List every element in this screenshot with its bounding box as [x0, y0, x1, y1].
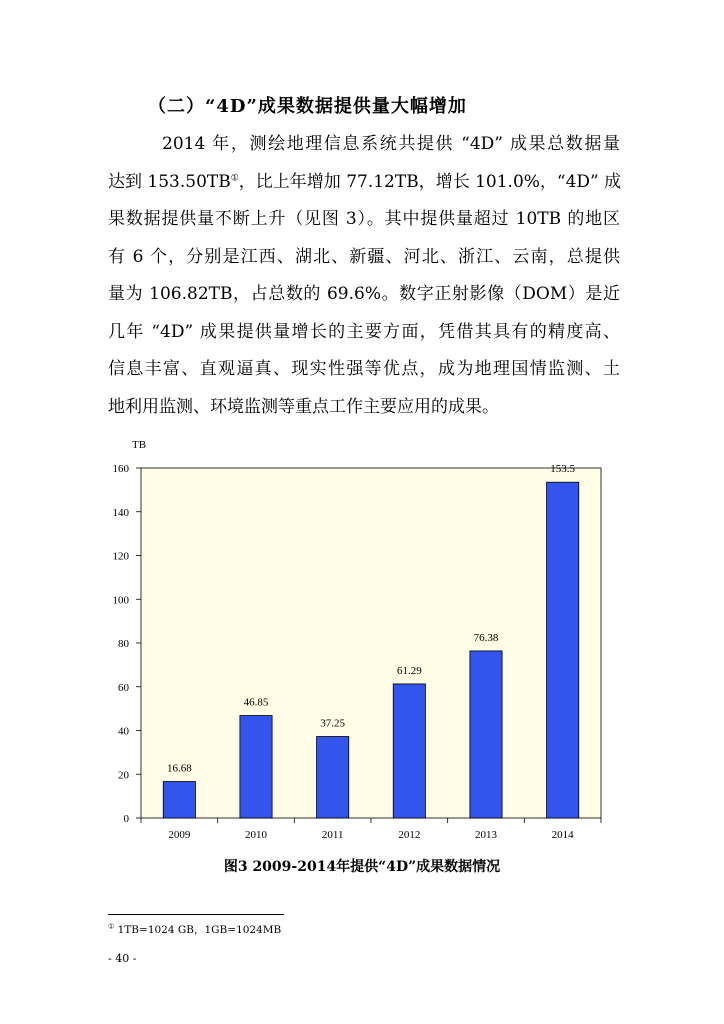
bar [470, 651, 502, 818]
paragraph-line: 2014 年，测绘地理信息系统共提供 “4D” 成果总数据量 [162, 134, 620, 154]
footnote-reference[interactable]: ① [230, 172, 239, 183]
bar-chart [0, 430, 724, 850]
y-axis-unit-label: TB [132, 439, 147, 451]
paragraph-line: 果数据提供量不断上升（见图 3）。其中提供量超过 10TB 的地区 [108, 209, 620, 229]
y-tick-label: 80 [118, 638, 129, 650]
y-tick-label: 160 [112, 463, 129, 475]
x-tick-label: 2012 [398, 829, 421, 841]
y-tick-label: 20 [118, 769, 129, 782]
y-tick-label: 120 [112, 550, 129, 563]
bar [240, 716, 272, 818]
bar [393, 684, 425, 818]
y-tick-label: 60 [118, 681, 129, 694]
bar-value-label: 46.85 [243, 696, 269, 709]
paragraph-line: 信息丰富、直观逼真、现实性强等优点，成为地理国情监测、土 [108, 359, 620, 379]
paragraph-line: 量为 106.82TB，占总数的 69.6%。数字正射影像（DOM）是近 [108, 284, 620, 304]
paragraph-line [108, 164, 620, 202]
paragraph-line: 地利用监测、环境监测等重点工作主要应用的成果。 [108, 396, 499, 417]
x-tick-label: 2014 [551, 829, 574, 841]
paragraph-line-text: ，比上年增加 77.12TB，增长 101.0%，“4D” 成 [238, 171, 622, 192]
x-tick-label: 2010 [245, 829, 267, 841]
x-tick-label: 2009 [168, 829, 191, 841]
paragraph-line-text: 达到 153.50TB [108, 171, 231, 192]
y-tick-label: 40 [118, 725, 129, 738]
bar-value-label: 37.25 [320, 717, 346, 730]
y-tick-label: 0 [123, 813, 129, 825]
footnote-text: 1TB=1024 GB，1GB=1024MB [117, 924, 282, 936]
footnote [108, 922, 281, 937]
footnote-divider [108, 914, 284, 915]
y-tick-label: 140 [112, 506, 129, 519]
page-number: - 40 - [108, 952, 137, 965]
bar-value-label: 61.29 [396, 664, 422, 677]
bar-value-label: 76.38 [473, 631, 499, 644]
bar-value-label: 153.5 [550, 463, 576, 476]
paragraph-line: 几年 “4D” 成果提供量增长的主要方面，凭借其具有的精度高、 [108, 321, 620, 342]
x-tick-label: 2013 [475, 829, 497, 841]
plot-area [141, 468, 601, 818]
bar [163, 782, 195, 818]
body-paragraph [108, 126, 620, 426]
y-tick-label: 100 [112, 594, 129, 607]
footnote-marker: ① [108, 922, 115, 931]
paragraph-line: 有 6 个，分别是江西、湖北、新疆、河北、浙江、云南，总提供 [108, 246, 620, 267]
bar [547, 482, 579, 818]
x-tick-label: 2011 [321, 829, 344, 841]
bar [317, 737, 349, 818]
bar-value-label: 16.68 [166, 762, 192, 775]
figure-caption: 图3 2009-2014年提供“4D”成果数据情况 [223, 859, 501, 875]
section-heading: （二）“4D”成果数据提供量大幅增加 [148, 96, 467, 117]
